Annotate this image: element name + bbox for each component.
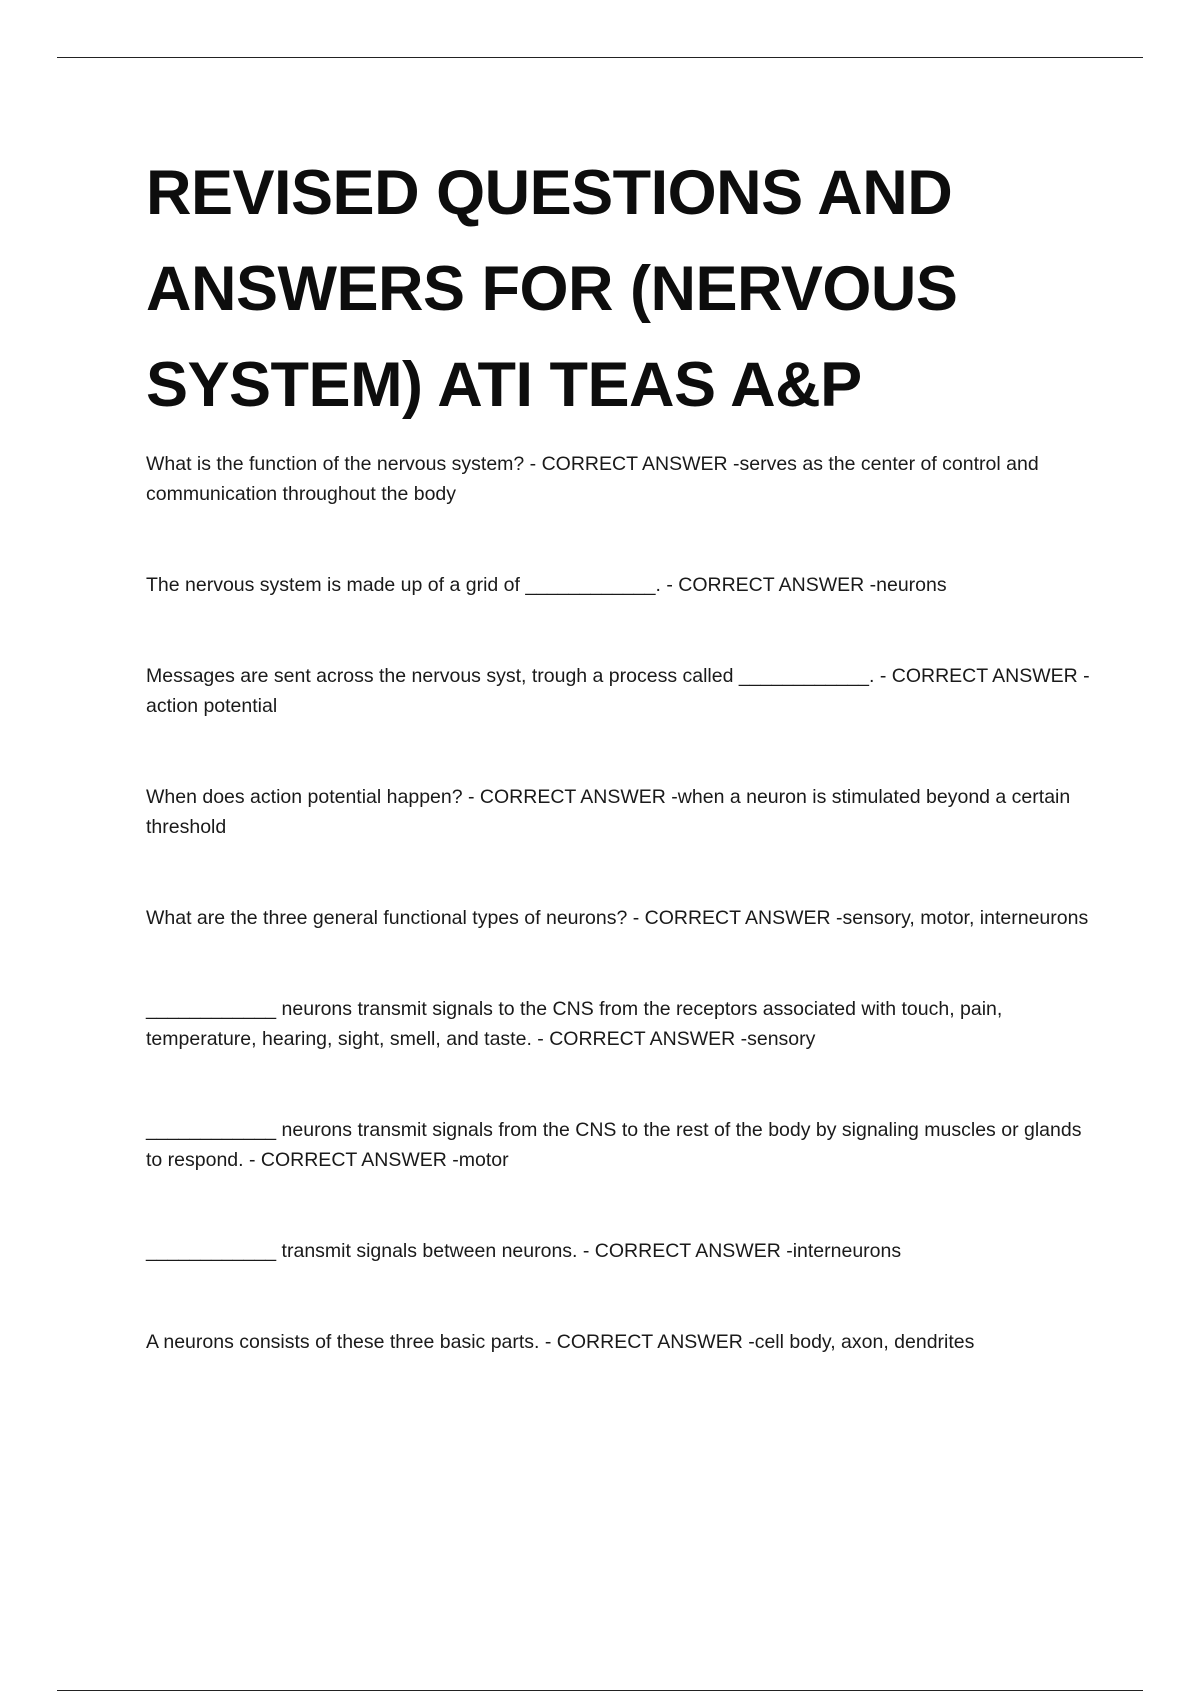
document-title: REVISED QUESTIONS AND ANSWERS FOR (NERVOUS SYSTEM) ATI TEAS A&P bbox=[146, 158, 958, 420]
qa-list bbox=[146, 449, 1096, 1357]
qa-item: What is the function of the nervous system? - CORRECT ANSWER -serves as the center of control and communication throughout the body bbox=[146, 453, 1039, 505]
document-body bbox=[146, 145, 1096, 1418]
qa-item: ____________ transmit signals between neurons. - CORRECT ANSWER -interneurons bbox=[146, 1240, 902, 1262]
bottom-rule bbox=[57, 1690, 1143, 1691]
qa-item: Messages are sent across the nervous syst, trough a process called ____________. - CORRECT ANSWER - action potential bbox=[146, 665, 1090, 717]
qa-item: The nervous system is made up of a grid of ____________. - CORRECT ANSWER -neurons bbox=[146, 574, 947, 596]
qa-item: ____________ neurons transmit signals to the CNS from the receptors associated with touch, pain, temperature, hearing, sight, smell, and taste. - CORRECT ANSWER -sensory bbox=[146, 998, 1003, 1050]
qa-item: A neurons consists of these three basic parts. - CORRECT ANSWER -cell body, axon, dendrites bbox=[146, 1331, 975, 1353]
qa-item: When does action potential happen? - CORRECT ANSWER -when a neuron is stimulated beyond a certain threshold bbox=[146, 786, 1071, 838]
qa-item: ____________ neurons transmit signals from the CNS to the rest of the body by signaling muscles or glands to respond. - CORRECT ANSWER -motor bbox=[146, 1119, 1082, 1171]
qa-item: What are the three general functional types of neurons? - CORRECT ANSWER -sensory, motor, interneurons bbox=[146, 907, 1089, 929]
top-rule bbox=[57, 57, 1143, 58]
